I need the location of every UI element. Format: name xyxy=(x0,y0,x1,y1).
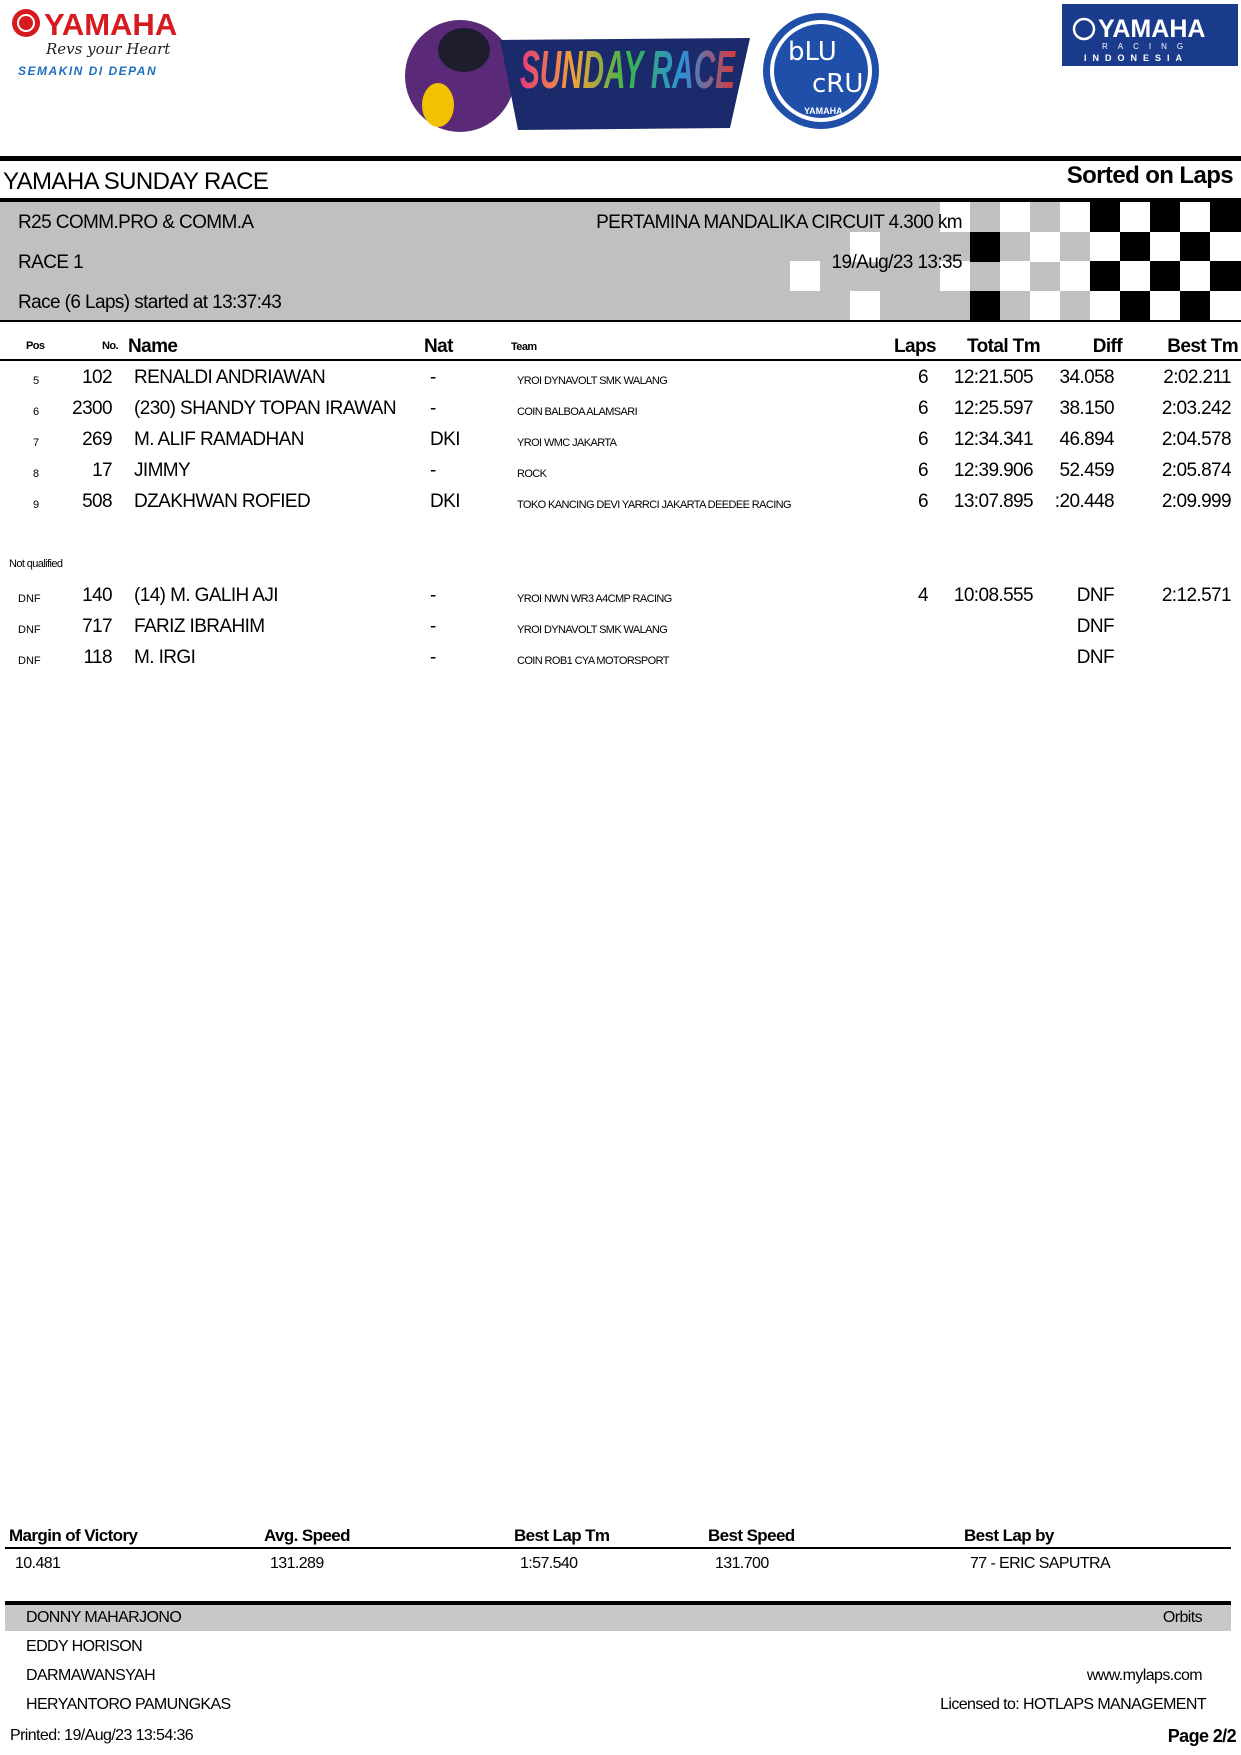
ymr-line3: INDONESIA xyxy=(1084,53,1189,63)
row-total: 12:34.341 xyxy=(953,429,1033,450)
official-name: EDDY HORISON xyxy=(26,1638,143,1655)
row-diff: :20.448 xyxy=(1054,491,1114,512)
table-row xyxy=(0,460,1241,491)
license-text: Licensed to: HOTLAPS MANAGEMENT xyxy=(940,1696,1206,1713)
row-nat: - xyxy=(430,616,436,637)
row-team: ROCK xyxy=(517,468,547,480)
row-pos: 8 xyxy=(32,468,40,480)
yamaha-slogan: SEMAKIN DI DEPAN xyxy=(18,64,158,78)
row-best: 2:04.578 xyxy=(1161,429,1231,450)
col-header-best: Best Tm xyxy=(1167,336,1238,357)
row-name: DZAKHWAN ROFIED xyxy=(134,491,311,512)
printed-timestamp: Printed: 19/Aug/23 13:54:36 xyxy=(10,1727,194,1744)
row-laps: 6 xyxy=(918,398,928,419)
margin-value: 10.481 xyxy=(15,1555,61,1572)
best-by-label: Best Lap by xyxy=(964,1526,1054,1545)
yamaha-racing-indonesia-logo xyxy=(1062,4,1238,66)
best-speed-label: Best Speed xyxy=(708,1526,795,1545)
race-datetime: 19/Aug/23 13:35 xyxy=(831,252,962,273)
circuit-name: PERTAMINA MANDALIKA CIRCUIT 4.300 km xyxy=(596,212,962,233)
header-rule xyxy=(0,359,1241,361)
race-name: RACE 1 xyxy=(18,252,84,273)
row-team: COIN ROB1 CYA MOTORSPORT xyxy=(517,655,669,667)
sunday-race-logo-text: SUNDAY RACE xyxy=(520,40,737,100)
row-best: 2:05.874 xyxy=(1161,460,1231,481)
not-qualified-label: Not qualified xyxy=(9,558,63,570)
row-nat: - xyxy=(430,367,436,388)
row-name: (14) M. GALIH AJI xyxy=(134,585,278,606)
avg-speed-label: Avg. Speed xyxy=(264,1526,350,1545)
row-nat: - xyxy=(430,585,436,606)
table-row xyxy=(0,647,1241,678)
row-total: 12:25.597 xyxy=(953,398,1033,419)
row-no: 269 xyxy=(82,429,112,450)
official-name: HERYANTORO PAMUNGKAS xyxy=(26,1696,231,1713)
row-total: 10:08.555 xyxy=(953,585,1033,606)
row-name: RENALDI ANDRIAWAN xyxy=(134,367,326,388)
yamaha-tagline: Revs your Heart xyxy=(46,40,171,58)
table-row xyxy=(0,491,1241,522)
row-best: 2:03.242 xyxy=(1161,398,1231,419)
website-link[interactable]: www.mylaps.com xyxy=(1086,1667,1202,1684)
col-header-diff: Diff xyxy=(1092,336,1122,357)
row-pos: DNF xyxy=(18,655,41,667)
table-row xyxy=(0,367,1241,398)
row-diff: 34.058 xyxy=(1059,367,1114,388)
row-team: YROI DYNAVOLT SMK WALANG xyxy=(517,375,668,387)
row-no: 508 xyxy=(82,491,112,512)
col-header-pos: Pos xyxy=(26,340,45,352)
table-row xyxy=(0,616,1241,647)
best-lap-value: 1:57.540 xyxy=(520,1555,578,1572)
yamaha-brand-text: YAMAHA xyxy=(44,7,178,42)
row-pos: 6 xyxy=(32,406,40,418)
race-info-band xyxy=(0,202,1241,320)
ymr-brand: YAMAHA xyxy=(1098,15,1206,43)
band-bottom-rule xyxy=(0,320,1241,322)
col-header-name: Name xyxy=(128,336,178,357)
row-total: 12:39.906 xyxy=(953,460,1033,481)
col-header-laps: Laps xyxy=(894,336,936,357)
row-laps: 4 xyxy=(918,585,928,606)
avg-speed-value: 131.289 xyxy=(270,1555,324,1572)
row-name: M. ALIF RAMADHAN xyxy=(134,429,304,450)
col-header-no: No. xyxy=(102,340,118,352)
page-number: Page 2/2 xyxy=(1167,1726,1236,1746)
row-diff: 38.150 xyxy=(1059,398,1114,419)
blucru-line1: bLU xyxy=(788,37,837,67)
row-diff: DNF xyxy=(1076,585,1114,606)
row-best: 2:09.999 xyxy=(1161,491,1231,512)
row-diff: 52.459 xyxy=(1059,460,1114,481)
official-name: DONNY MAHARJONO xyxy=(26,1609,182,1626)
row-laps: 6 xyxy=(918,491,928,512)
row-no: 717 xyxy=(82,616,112,637)
race-info: Race (6 Laps) started at 13:37:43 xyxy=(18,292,282,313)
top-thick-rule xyxy=(0,156,1241,161)
row-nat: DKI xyxy=(430,491,460,512)
event-title: YAMAHA SUNDAY RACE xyxy=(3,168,269,195)
row-name: (230) SHANDY TOPAN IRAWAN xyxy=(134,398,396,419)
table-row xyxy=(0,398,1241,429)
summary-rule xyxy=(5,1547,1231,1549)
best-lap-label: Best Lap Tm xyxy=(514,1526,610,1545)
row-no: 118 xyxy=(83,647,112,668)
table-row xyxy=(0,429,1241,460)
row-pos: 9 xyxy=(32,499,40,511)
table-row xyxy=(0,585,1241,616)
row-name: JIMMY xyxy=(134,460,191,481)
ymr-line2: RACING xyxy=(1102,42,1194,51)
row-name: M. IRGI xyxy=(134,647,196,668)
margin-label: Margin of Victory xyxy=(9,1526,138,1545)
blucru-line2: cRU xyxy=(812,69,864,99)
class-name: R25 COMM.PRO & COMM.A xyxy=(18,212,254,233)
row-pos: DNF xyxy=(18,624,41,636)
row-diff: DNF xyxy=(1076,647,1114,668)
row-team: TOKO KANCING DEVI YARRCI JAKARTA DEEDEE RACING xyxy=(517,499,791,511)
row-no: 140 xyxy=(82,585,112,606)
row-nat: - xyxy=(430,460,436,481)
sorted-label: Sorted on Laps xyxy=(1066,162,1233,189)
col-header-team: Team xyxy=(511,341,537,353)
blucru-logo xyxy=(762,8,880,134)
row-diff: 46.894 xyxy=(1059,429,1114,450)
row-team: COIN BALBOA ALAMSARI xyxy=(517,406,638,418)
orbits-label: Orbits xyxy=(1162,1609,1202,1626)
row-nat: DKI xyxy=(430,429,460,450)
row-pos: DNF xyxy=(18,593,41,605)
row-best: 2:02.211 xyxy=(1163,367,1231,388)
row-total: 13:07.895 xyxy=(953,491,1033,512)
row-pos: 7 xyxy=(32,437,40,449)
best-by-value: 77 - ERIC SAPUTRA xyxy=(970,1555,1111,1572)
yamaha-logo xyxy=(6,4,222,84)
row-team: YROI DYNAVOLT SMK WALANG xyxy=(517,624,668,636)
best-speed-value: 131.700 xyxy=(715,1555,769,1572)
sunday-race-logo xyxy=(400,10,758,136)
row-no: 17 xyxy=(92,460,112,481)
row-laps: 6 xyxy=(918,429,928,450)
row-laps: 6 xyxy=(918,367,928,388)
row-diff: DNF xyxy=(1076,616,1114,637)
row-nat: - xyxy=(430,398,436,419)
col-header-total: Total Tm xyxy=(967,336,1040,357)
official-name: DARMAWANSYAH xyxy=(26,1667,156,1684)
row-best: 2:12.571 xyxy=(1161,585,1231,606)
row-total: 12:21.505 xyxy=(953,367,1033,388)
row-team: YROI NWN WR3 A4CMP RACING xyxy=(517,593,672,605)
row-team: YROI WMC JAKARTA xyxy=(517,437,617,449)
blucru-footer: YAMAHA xyxy=(804,106,843,116)
row-nat: - xyxy=(430,647,436,668)
row-no: 102 xyxy=(82,367,112,388)
row-pos: 5 xyxy=(32,375,40,387)
row-laps: 6 xyxy=(918,460,928,481)
row-no: 2300 xyxy=(72,398,112,419)
col-header-nat: Nat xyxy=(424,336,453,357)
row-name: FARIZ IBRAHIM xyxy=(134,616,265,637)
